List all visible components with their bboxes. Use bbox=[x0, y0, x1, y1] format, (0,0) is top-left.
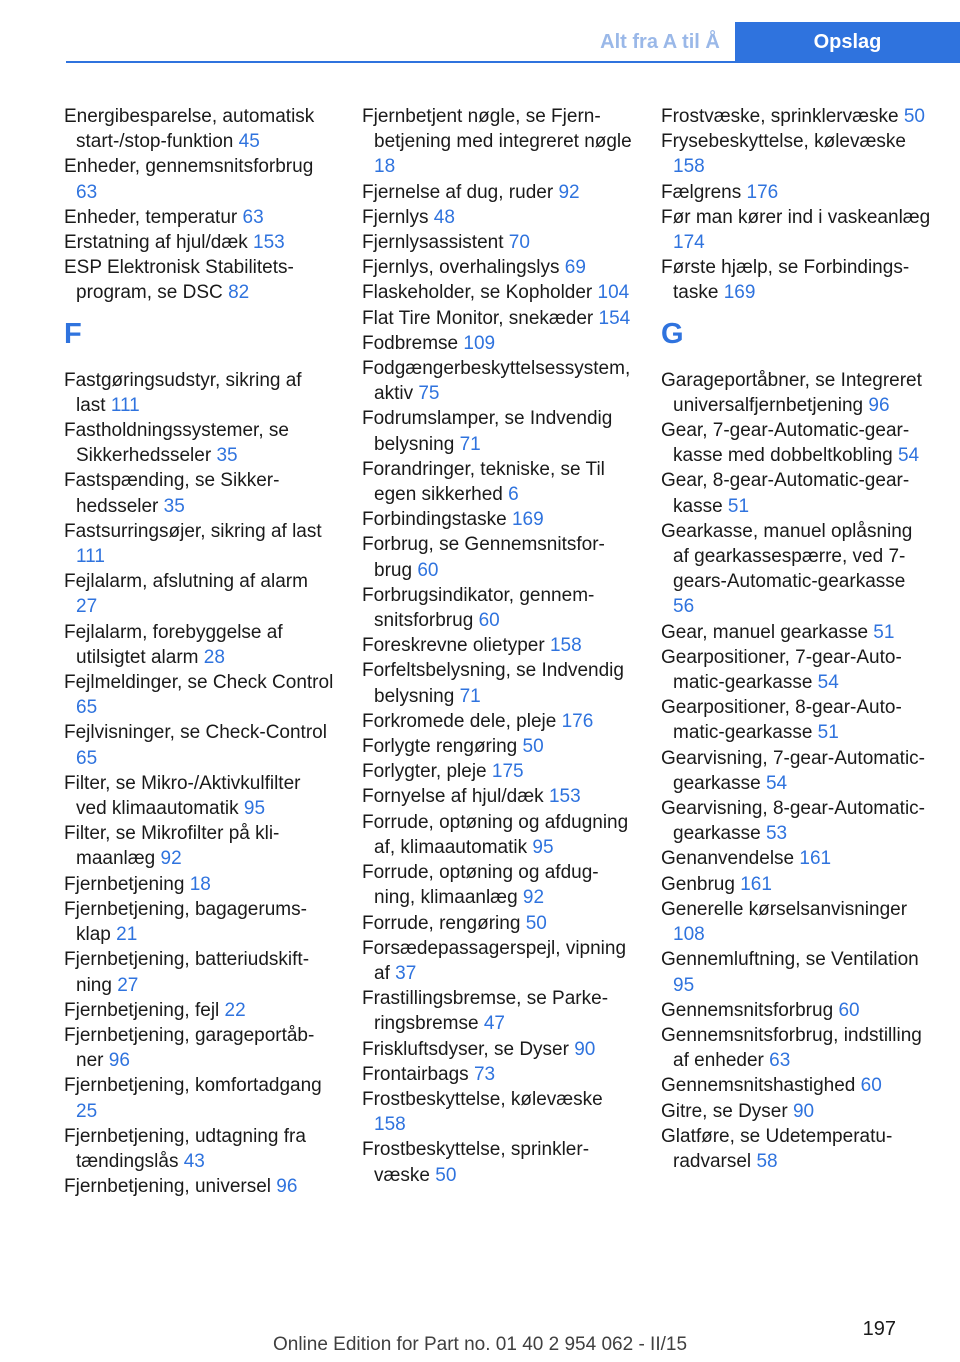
index-entry-text: Gearpositioner, 7-gear-Automatic-gearkasse bbox=[661, 646, 902, 694]
index-entry bbox=[661, 846, 931, 871]
index-entry bbox=[362, 406, 632, 456]
index-entry-text: Generelle kørselsanvisninger bbox=[661, 898, 908, 920]
page-header bbox=[0, 0, 960, 62]
index-page-link[interactable]: 96 bbox=[276, 1176, 298, 1198]
index-entry-text: Fastsurringsøjer, sikring af last bbox=[64, 520, 322, 542]
index-entry bbox=[64, 104, 334, 154]
index-entry-text: Forrude, optøning og afdugning af, klimaautomatik bbox=[362, 811, 629, 858]
index-page-link[interactable]: 176 bbox=[561, 710, 594, 732]
index-entry-text: Fastholdningssystemer, se Sikkerhedsseler bbox=[64, 420, 289, 467]
index-entry-text: Gearvisning, 7-gear-Automatic-gearkasse bbox=[661, 747, 925, 794]
edition-footer: Online Edition for Part no. 01 40 2 954 062 - II/15 bbox=[272, 1334, 688, 1355]
index-letter-heading: G bbox=[661, 317, 684, 350]
index-column-2 bbox=[362, 104, 632, 1188]
index-page-link[interactable]: 90 bbox=[574, 1038, 596, 1060]
index-entry bbox=[64, 154, 334, 204]
index-entry-text: Frastillingsbremse, se Parkeringsbremse bbox=[362, 988, 609, 1035]
index-page-link[interactable]: 21 bbox=[116, 924, 138, 946]
index-entry bbox=[64, 230, 334, 255]
index-entry-text: Genbrug bbox=[661, 873, 735, 895]
index-entry-text: Enheder, temperatur bbox=[64, 206, 238, 228]
index-entry-text: Forbindingstaske bbox=[362, 509, 507, 531]
index-page-link[interactable]: 63 bbox=[242, 206, 264, 228]
index-entry bbox=[362, 356, 632, 406]
index-page-link[interactable]: 48 bbox=[433, 206, 455, 228]
index-entry-text: Gennemsnitsforbrug bbox=[661, 999, 834, 1021]
index-page-link[interactable]: 50 bbox=[522, 736, 544, 758]
index-entry bbox=[64, 947, 334, 997]
index-entry bbox=[362, 1037, 632, 1062]
index-page-link[interactable]: 95 bbox=[243, 798, 266, 820]
index-page-link[interactable]: 50 bbox=[525, 912, 547, 934]
index-page-link[interactable]: 28 bbox=[203, 646, 225, 668]
index-entry-text: Forkromede dele, pleje bbox=[362, 710, 557, 732]
index-entry bbox=[661, 947, 931, 997]
index-entry bbox=[64, 720, 334, 770]
index-entry-text: Forrude, rengøring bbox=[362, 912, 521, 934]
index-page-link[interactable]: 158 bbox=[673, 156, 705, 178]
index-entry-text: Fjernbetjening bbox=[64, 873, 185, 895]
index-entry-text: Fjernbetjening, garageportåbner bbox=[64, 1024, 315, 1072]
index-letter-heading: F bbox=[64, 317, 82, 350]
index-entry-text: Genanvendelse bbox=[661, 848, 795, 870]
index-page-link[interactable]: 22 bbox=[224, 999, 246, 1021]
index-page-link[interactable]: 153 bbox=[253, 232, 285, 254]
index-entry-text: Gearkasse, manuel oplåsning af gearkassespærre, ved 7-gears-Automatic-gearkasse bbox=[661, 520, 913, 593]
index-page-link[interactable]: 65 bbox=[76, 747, 98, 769]
index-page-link[interactable]: 60 bbox=[478, 610, 500, 632]
index-entry-text: Garageportåbner, se Integreret universalfjernbetjening bbox=[661, 369, 922, 416]
index-page-link[interactable]: 27 bbox=[117, 974, 139, 996]
index-page-link[interactable]: 45 bbox=[238, 131, 260, 153]
index-page-link[interactable]: 25 bbox=[76, 1100, 98, 1122]
index-page-link[interactable]: 18 bbox=[189, 873, 211, 895]
index-page-link[interactable]: 104 bbox=[597, 282, 630, 304]
index-entry-text: Forfeltsbelysning, se Indvendig belysning bbox=[362, 660, 624, 707]
index-entry-text: Fornyelse af hjul/dæk bbox=[362, 786, 544, 808]
index-entry-text: Gitre, se Dyser bbox=[661, 1100, 788, 1122]
index-page-link[interactable]: 51 bbox=[727, 495, 750, 517]
index-entry bbox=[362, 709, 632, 734]
index-page-link[interactable]: 50 bbox=[903, 106, 925, 127]
index-entry bbox=[362, 280, 632, 305]
index-entry-text: Fejlmeldinger, se Check Control bbox=[64, 672, 334, 694]
index-entry bbox=[64, 468, 334, 518]
index-entry-text: Erstatning af hjul/dæk bbox=[64, 232, 248, 254]
index-entry bbox=[362, 1137, 632, 1187]
index-entry bbox=[661, 998, 931, 1023]
index-entry bbox=[661, 418, 931, 468]
index-entry-text: Filter, se Mikrofilter på klimaanlæg bbox=[64, 823, 280, 870]
index-page-link[interactable]: 176 bbox=[746, 181, 779, 203]
index-page-link[interactable]: 108 bbox=[673, 924, 705, 946]
index-entry bbox=[64, 897, 334, 947]
index-entry-text: Gennemsnitshastighed bbox=[661, 1075, 856, 1097]
index-entry-text: Filter, se Mikro-/Aktivkulfilter ved klimaautomatik bbox=[64, 772, 301, 820]
index-entry bbox=[64, 418, 334, 468]
index-page-link[interactable]: 161 bbox=[740, 873, 772, 895]
index-entry-text: Fjernlys, overhalingslys bbox=[362, 257, 560, 279]
index-page-link[interactable]: 95 bbox=[673, 974, 695, 996]
index-entry bbox=[362, 180, 632, 205]
index-entry-text: Enheder, gennemsnitsforbrug bbox=[64, 156, 314, 178]
index-page-link[interactable]: 70 bbox=[508, 232, 530, 254]
index-column-1 bbox=[64, 104, 334, 1199]
index-page-link[interactable]: 53 bbox=[765, 823, 788, 845]
index-entry bbox=[362, 205, 632, 230]
index-entry bbox=[661, 205, 931, 255]
index-entry bbox=[661, 180, 931, 205]
index-entry-text: Forsædepassagerspejl, vipning af bbox=[362, 937, 627, 984]
index-entry bbox=[661, 1073, 931, 1098]
index-page-link[interactable]: 43 bbox=[183, 1150, 205, 1172]
index-entry bbox=[661, 368, 931, 418]
index-entry bbox=[362, 104, 632, 180]
index-entry-text: Forandringer, tekniske, se Til egen sikkerhed bbox=[362, 458, 605, 506]
index-page-link[interactable]: 169 bbox=[511, 509, 544, 531]
index-entry-text: Fjernbetjening, universel bbox=[64, 1176, 272, 1198]
index-page-link[interactable]: 161 bbox=[799, 848, 832, 870]
index-entry-text: Frysebeskyttelse, kølevæske bbox=[661, 131, 906, 153]
index-entry bbox=[362, 936, 632, 986]
index-entry bbox=[362, 255, 632, 280]
index-page-link[interactable]: 174 bbox=[673, 232, 705, 254]
index-entry bbox=[362, 734, 632, 759]
index-entry bbox=[64, 998, 334, 1023]
index-entry-text: Forrude, optøning og afdugning, klimaanlæg bbox=[362, 862, 599, 909]
index-column-3 bbox=[661, 104, 931, 1174]
index-entry-text: ESP Elektronisk Stabilitetsprogram, se DSC bbox=[64, 257, 294, 304]
index-entry bbox=[64, 205, 334, 230]
index-page-link[interactable]: 35 bbox=[216, 445, 238, 467]
index-entry-text: Frostvæske, sprinklervæske bbox=[661, 106, 899, 127]
index-entry-text: Forbrug, se Gennemsnitsforbrug bbox=[362, 534, 605, 581]
index-entry bbox=[362, 1087, 632, 1137]
index-page-link[interactable]: 153 bbox=[548, 786, 581, 808]
index-page-link[interactable]: 65 bbox=[76, 697, 98, 719]
index-entry-text: Fjernbetjent nøgle, se Fjernbetjening med integreret nøgle bbox=[362, 106, 632, 153]
index-entry-text: Forlygte rengøring bbox=[362, 736, 518, 758]
index-entry bbox=[661, 897, 931, 947]
index-entry bbox=[661, 104, 931, 129]
index-page-link[interactable]: 51 bbox=[817, 722, 839, 744]
index-entry-text: Fodbremse bbox=[362, 332, 459, 354]
index-entry-text: Flat Tire Monitor, snekæder bbox=[362, 307, 594, 329]
index-entry-text: Friskluftsdyser, se Dyser bbox=[362, 1038, 569, 1060]
index-page-link[interactable]: 73 bbox=[473, 1063, 496, 1085]
page-number: 197 bbox=[862, 1318, 896, 1340]
index-entry bbox=[64, 1023, 334, 1073]
index-entry-text: Gear, manuel gearkasse bbox=[661, 621, 869, 643]
index-entry-text: Fjernelse af dug, ruder bbox=[362, 181, 554, 203]
index-entry bbox=[362, 532, 632, 582]
index-entry bbox=[64, 821, 334, 871]
index-page-link[interactable]: 60 bbox=[838, 999, 860, 1021]
index-page-link[interactable]: 111 bbox=[110, 394, 140, 416]
index-entry-text: Fastspænding, se Sikkerhedsseler bbox=[64, 470, 280, 517]
index-entry-text: Energibesparelse, automatisk start-/stop-funktion bbox=[64, 106, 315, 153]
index-page-link[interactable]: 51 bbox=[873, 621, 895, 643]
index-entry bbox=[661, 255, 931, 305]
index-entry bbox=[661, 129, 931, 179]
index-entry-text: Fjernbetjening, bagagerumsklap bbox=[64, 898, 307, 946]
index-page-link[interactable]: 50 bbox=[435, 1164, 457, 1186]
index-entry bbox=[362, 658, 632, 708]
index-entry bbox=[64, 1124, 334, 1174]
index-entry-text: Gennemsnitsforbrug, indstilling af enheder bbox=[661, 1024, 922, 1072]
index-page-link[interactable]: 54 bbox=[897, 445, 920, 467]
section-tab[interactable]: Alt fra A til Å bbox=[600, 30, 720, 53]
index-entry bbox=[64, 1174, 334, 1199]
chapter-tab[interactable]: Opslag bbox=[735, 22, 960, 62]
index-entry-text: Gennemluftning, se Ventilation bbox=[661, 949, 919, 971]
index-entry bbox=[661, 1099, 931, 1124]
index-entry-text: Flaskeholder, se Kopholder bbox=[362, 282, 593, 304]
index-entry bbox=[64, 620, 334, 670]
index-entry bbox=[362, 986, 632, 1036]
index-page-link[interactable]: 6 bbox=[508, 484, 519, 506]
index-entry-text: Første hjælp, se Forbindingstaske bbox=[661, 257, 910, 304]
index-page-link[interactable]: 158 bbox=[374, 1114, 406, 1136]
index-page-link[interactable]: 18 bbox=[374, 156, 396, 178]
index-entry-text: Gear, 7-gear-Automatic-gearkasse med dobbeltkobling bbox=[661, 420, 910, 467]
index-page-link[interactable]: 92 bbox=[522, 887, 545, 909]
index-page-link[interactable]: 35 bbox=[163, 495, 185, 517]
index-page-link[interactable]: 90 bbox=[792, 1100, 815, 1122]
index-entry-text: Fjernbetjening, batteriudskiftning bbox=[64, 949, 310, 996]
index-entry bbox=[661, 468, 931, 518]
index-entry-text: Glatføre, se Udetemperaturadvarsel bbox=[661, 1125, 893, 1172]
index-entry bbox=[64, 670, 334, 720]
index-entry-text: Fastgøringsudstyr, sikring af last bbox=[64, 369, 302, 416]
index-page-link[interactable]: 82 bbox=[228, 282, 250, 304]
index-page-link[interactable]: 109 bbox=[463, 332, 496, 354]
index-entry-text: Fejlalarm, afslutning af alarm bbox=[64, 571, 308, 593]
index-page-link[interactable]: 54 bbox=[817, 672, 839, 694]
index-entry bbox=[362, 230, 632, 255]
index-page-link[interactable]: 37 bbox=[395, 962, 417, 984]
index-entry bbox=[661, 796, 931, 846]
index-page-link[interactable]: 71 bbox=[459, 685, 481, 707]
index-entry bbox=[661, 1023, 931, 1073]
index-entry bbox=[661, 645, 931, 695]
index-entry bbox=[362, 810, 632, 860]
index-page-link[interactable]: 54 bbox=[765, 772, 788, 794]
index-entry bbox=[362, 583, 632, 633]
index-page-link[interactable]: 47 bbox=[483, 1013, 505, 1035]
index-entry-text: Forlygter, pleje bbox=[362, 761, 487, 783]
index-page-link[interactable]: 58 bbox=[756, 1150, 778, 1172]
index-entry bbox=[362, 633, 632, 658]
index-entry-text: Fjernlysassistent bbox=[362, 232, 504, 254]
index-entry bbox=[362, 784, 632, 809]
index-entry-text: Fejlalarm, forebyggelse af utilsigtet alarm bbox=[64, 621, 283, 668]
index-entry bbox=[362, 457, 632, 507]
index-entry bbox=[661, 695, 931, 745]
index-page-link[interactable]: 95 bbox=[532, 836, 554, 858]
index-entry bbox=[661, 746, 931, 796]
index-page-link[interactable]: 63 bbox=[769, 1050, 791, 1072]
index-page-link[interactable]: 69 bbox=[564, 257, 586, 279]
index-entry-text: Gearpositioner, 8-gear-Automatic-gearkasse bbox=[661, 697, 902, 744]
index-entry-text: Fodgængerbeskyttelsessystem, aktiv bbox=[362, 358, 631, 405]
index-page-link[interactable]: 175 bbox=[491, 761, 524, 783]
index-page-link[interactable]: 75 bbox=[418, 383, 440, 405]
index-entry bbox=[64, 255, 334, 305]
index-entry-text: Fjernlys bbox=[362, 206, 429, 228]
index-entry bbox=[362, 759, 632, 784]
index-entry-text: Gearvisning, 8-gear-Automatic-gearkasse bbox=[661, 798, 925, 845]
index-entry bbox=[661, 620, 931, 645]
index-entry bbox=[362, 1062, 632, 1087]
index-page-link[interactable]: 158 bbox=[549, 635, 582, 657]
index-entry-text: Frontairbags bbox=[362, 1063, 469, 1085]
index-entry bbox=[64, 872, 334, 897]
index-entry bbox=[362, 507, 632, 532]
index-page-link[interactable]: 169 bbox=[723, 282, 756, 304]
index-page-link[interactable]: 92 bbox=[160, 848, 182, 870]
index-entry bbox=[64, 368, 334, 418]
index-entry bbox=[362, 860, 632, 910]
index-page-link[interactable]: 154 bbox=[598, 307, 631, 329]
index-entry-text: Foreskrevne olietyper bbox=[362, 635, 545, 657]
index-entry bbox=[64, 771, 334, 821]
index-entry-text: Fjernbetjening, udtagning fra tændingslås bbox=[64, 1125, 306, 1172]
header-rule bbox=[66, 61, 960, 63]
index-entry-text: Fjernbetjening, komfortadgang bbox=[64, 1075, 322, 1097]
index-page-link[interactable]: 60 bbox=[860, 1075, 882, 1097]
index-entry bbox=[661, 1124, 931, 1174]
index-entry-text: Fejlvisninger, se Check-Control bbox=[64, 722, 327, 744]
index-page-link[interactable]: 56 bbox=[673, 596, 695, 618]
index-entry-text: Frostbeskyttelse, sprinklervæske bbox=[362, 1139, 590, 1186]
index-page-link[interactable]: 92 bbox=[558, 181, 580, 203]
index-entry bbox=[362, 331, 632, 356]
index-entry bbox=[64, 519, 334, 569]
index-entry-text: Forbrugsindikator, gennemsnitsforbrug bbox=[362, 584, 595, 632]
index-entry-text: Fodrumslamper, se Indvendig belysning bbox=[362, 408, 613, 455]
index-entry bbox=[661, 872, 931, 897]
index-page-link[interactable]: 60 bbox=[417, 559, 439, 581]
index-entry-text: Frostbeskyttelse, kølevæske bbox=[362, 1088, 603, 1110]
index-entry bbox=[64, 1073, 334, 1123]
index-page-link[interactable]: 63 bbox=[76, 181, 98, 203]
index-page-link[interactable]: 111 bbox=[76, 546, 105, 568]
index-entry-text: Gear, 8-gear-Automatic-gearkasse bbox=[661, 470, 910, 517]
index-entry bbox=[362, 306, 632, 331]
index-entry-text: Fælgrens bbox=[661, 181, 742, 203]
index-page-link[interactable]: 96 bbox=[868, 394, 890, 416]
index-entry bbox=[64, 569, 334, 619]
index-entry bbox=[661, 519, 931, 620]
index-entry-text: Før man kører ind i vaskeanlæg bbox=[661, 206, 931, 228]
index-page-link[interactable]: 71 bbox=[459, 433, 481, 455]
index-page-link[interactable]: 96 bbox=[108, 1050, 130, 1072]
index-entry bbox=[362, 911, 632, 936]
index-entry-text: Fjernbetjening, fejl bbox=[64, 999, 220, 1021]
index-page-link[interactable]: 27 bbox=[76, 596, 98, 618]
